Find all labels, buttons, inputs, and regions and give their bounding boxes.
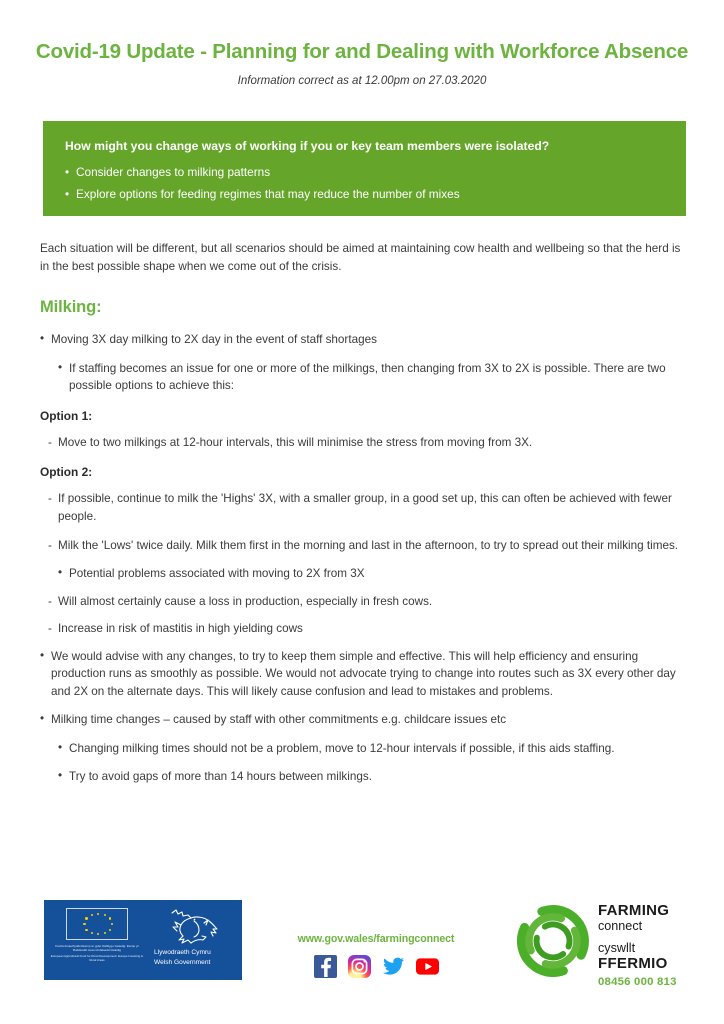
eu-flag-icon <box>66 908 128 940</box>
callout-bullet-2: • Explore options for feeding regimes that may reduce the number of mixes <box>65 187 664 202</box>
document-body <box>40 240 688 797</box>
website-and-social-block <box>262 933 490 978</box>
list-item: • We would advise with any changes, to try to keep them simple and effective. This will help efficiency and ensuring production runs as smoothly as possible. We would not advocate trying to change into routes such as 3X every other day and 2X on the alternate days. This will likely cause confusion and lead to mistakes and problems. <box>40 648 688 701</box>
page-footer <box>0 893 724 993</box>
list-item: • Moving 3X day milking to 2X day in the event of staff shortages <box>40 331 688 349</box>
eu-funding-caption <box>50 944 144 963</box>
milking-time-sublist <box>40 740 688 786</box>
list-item: - Milk the 'Lows' twice daily. Milk them first in the morning and last in the afternoon, to try to spread out their milking times. <box>48 537 688 555</box>
list-item: • Milking time changes – caused by staff with other commitments e.g. childcare issues etc <box>40 711 688 729</box>
farming-connect-swirl-icon <box>516 904 590 983</box>
welsh-dragon-icon <box>148 906 236 948</box>
instagram-icon[interactable] <box>348 955 371 978</box>
logo-line-cyswllt: cyswllt <box>598 940 636 955</box>
milking-time-list <box>40 711 688 729</box>
logo-line-farming: FARMING <box>598 902 670 919</box>
list-item: • Try to avoid gaps of more than 14 hours between milkings. <box>58 768 688 786</box>
list-item: • Changing milking times should not be a problem, move to 12-hour intervals if possible, if this aids staffing. <box>58 740 688 758</box>
eu-funding-logo <box>44 900 148 963</box>
welsh-government-label-en: Welsh Government <box>154 958 211 966</box>
milking-list <box>40 331 688 349</box>
option-2-heading: Option 2: <box>40 465 93 480</box>
page-subtitle: Information correct as at 12.00pm on 27.03.2020 <box>237 75 487 87</box>
eu-welsh-government-logo-block <box>44 900 242 980</box>
page-title: Covid-19 Update - Planning for and Dealing with Workforce Absence <box>35 40 689 63</box>
welsh-government-logo <box>148 900 242 967</box>
website-url[interactable]: www.gov.wales/farmingconnect <box>297 933 455 945</box>
problems-list <box>40 565 688 638</box>
advice-list <box>40 648 688 701</box>
farming-connect-logo <box>516 898 696 988</box>
list-item: • If staffing becomes an issue for one or more of the milkings, then changing from 3X to 2X is possible. There are two possible options to achieve this: <box>58 360 688 395</box>
option-1-list <box>40 434 688 452</box>
farming-connect-wordmark <box>598 903 677 988</box>
list-item: • Potential problems associated with moving to 2X from 3X <box>58 565 688 583</box>
list-item: - Increase in risk of mastitis in high yielding cows <box>48 620 688 638</box>
milking-sublist <box>40 360 688 395</box>
eu-caption-welsh: Cronfa Amaethyddol Ewrop ar gyfer Datblygu Gwledig: Ewrop yn Buddsoddi mewn Ardaloedd Gwledig <box>54 944 140 953</box>
logo-line-ffermio: FFERMIO <box>598 954 668 972</box>
social-icon-row <box>262 955 490 978</box>
logo-line-connect: connect <box>598 918 643 933</box>
highlight-callout-box <box>43 121 686 216</box>
welsh-government-wordmark <box>148 948 236 967</box>
section-heading-milking: Milking: <box>40 298 102 317</box>
youtube-icon[interactable] <box>416 955 439 978</box>
list-item: - Move to two milkings at 12-hour intervals, this will minimise the stress from moving from 3X. <box>48 434 688 452</box>
intro-paragraph: Each situation will be different, but all scenarios should be aimed at maintaining cow health and wellbeing so that the herd is in the best possible shape when we come out of the crisis. <box>40 242 681 274</box>
list-item: - If possible, continue to milk the 'Highs' 3X, with a smaller group, in a good set up, this can often be achieved with fewer people. <box>48 490 688 525</box>
callout-question: How might you change ways of working if you or key team members were isolated? <box>65 139 550 153</box>
list-item: - Will almost certainly cause a loss in production, especially in fresh cows. <box>48 593 688 611</box>
option-2-list <box>40 490 688 554</box>
welsh-government-label-cy: Llywodraeth Cymru <box>154 949 211 956</box>
callout-bullet-1: • Consider changes to milking patterns <box>65 165 664 180</box>
twitter-icon[interactable] <box>382 955 405 978</box>
eu-caption-english: European Agricultural Fund for Rural Development: Europe Investing in Rural Areas <box>50 954 144 963</box>
option-1-heading: Option 1: <box>40 408 93 423</box>
logo-phone-number: 08456 000 813 <box>598 975 677 988</box>
facebook-icon[interactable] <box>314 955 337 978</box>
